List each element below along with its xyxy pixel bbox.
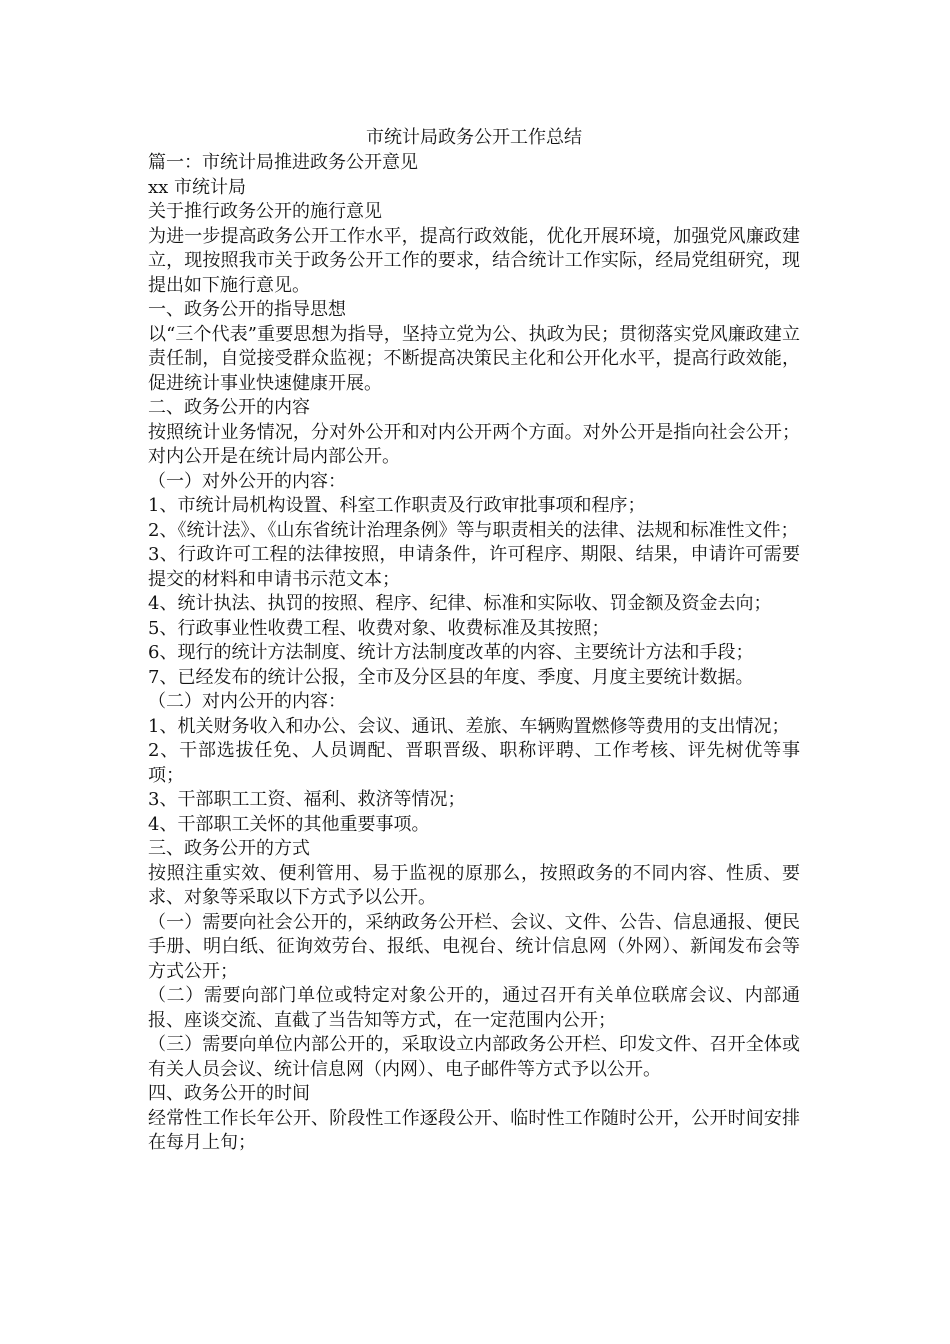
paragraph: 经常性工作长年公开、阶段性工作逐段公开、临时性工作随时公开，公开时间安排在每月上旬； (148, 1107, 800, 1153)
list-item: 4、干部职工关怀的其他重要事项。 (148, 813, 430, 835)
paragraph: xx 市统计局 (148, 176, 247, 198)
paragraph: 以“三个代表”重要思想为指导，坚持立党为公、执政为民；贯彻落实党风廉政建立责任制，自觉接受群众监视；不断提高决策民主化和公开化水平，提高行政效能，促进统计事业快速健康开展。 (148, 323, 800, 394)
list-item: 1、机关财务收入和办公、会议、通讯、差旅、车辆购置燃修等费用的支出情况； (148, 715, 790, 737)
list-item: 2、《统计法》、《山东省统计治理条例》等与职责相关的法律、法规和标准性文件； (148, 519, 799, 541)
section-heading: 四、政务公开的时间 (148, 1083, 310, 1104)
document-title: 市统计局政务公开工作总结 (366, 127, 582, 148)
paragraph: 篇一：市统计局推进政务公开意见 (148, 152, 418, 173)
list-item: 4、统计执法、执罚的按照、程序、纪律、标准和实际收、罚金额及资金去向； (148, 593, 772, 614)
paragraph: （二）需要向部门单位或特定对象公开的，通过召开有关单位联席会议、内部通报、座谈交流、直截了当告知等方式，在一定范围内公开； (148, 985, 800, 1031)
paragraph: 按照统计业务情况，分对外公开和对内公开两个方面。对外公开是指向社会公开；对内公开是在统计局内部公开。 (148, 421, 800, 467)
paragraph: 为进一步提高政务公开工作水平，提高行政效能，优化开展环境，加强党风廉政建立，现按照我市关于政务公开工作的要求，结合统计工作实际，经局党组研究，现提出如下施行意见。 (148, 225, 800, 296)
list-item: 3、行政许可工程的法律按照，申请条件，许可程序、期限、结果，申请许可需要提交的材料和申请书示范文本； (148, 544, 800, 590)
list-item: 2、干部选拔任免、人员调配、晋职晋级、职称评聘、工作考核、评先树优等事项； (148, 740, 800, 786)
paragraph: （一）需要向社会公开的，采纳政务公开栏、会议、文件、公告、信息通报、便民手册、明白纸、征询效劳台、报纸、电视台、统计信息网（外网）、新闻发布会等方式公开； (148, 911, 800, 982)
document-page (148, 124, 800, 1156)
list-item: 1、市统计局机构设置、科室工作职责及行政审批事项和程序； (148, 495, 646, 516)
paragraph: （三）需要向单位内部公开的，采取设立内部政务公开栏、印发文件、召开全体或有关人员会议、统计信息网（内网）、电子邮件等方式予以公开。 (148, 1034, 800, 1080)
paragraph: 关于推行政务公开的施行意见 (148, 201, 382, 222)
section-heading: 三、政务公开的方式 (148, 838, 310, 859)
list-item: 5、行政事业性收费工程、收费对象、收费标准及其按照； (148, 617, 610, 639)
section-heading: 二、政务公开的内容 (148, 397, 310, 418)
document-body (148, 151, 800, 1156)
list-item: 6、现行的统计方法制度、统计方法制度改革的内容、主要统计方法和手段； (148, 642, 754, 663)
section-heading: 一、政务公开的指导思想 (148, 299, 346, 320)
subsection-heading: （二）对内公开的内容： (148, 691, 346, 712)
subsection-heading: （一）对外公开的内容： (148, 470, 346, 492)
list-item: 7、已经发布的统计公报，全市及分区县的年度、季度、月度主要统计数据。 (148, 666, 754, 688)
paragraph: 按照注重实效、便利管用、易于监视的原那么，按照政务的不同内容、性质、要求、对象等采取以下方式予以公开。 (148, 862, 800, 908)
list-item: 3、干部职工工资、福利、救济等情况； (148, 789, 466, 810)
